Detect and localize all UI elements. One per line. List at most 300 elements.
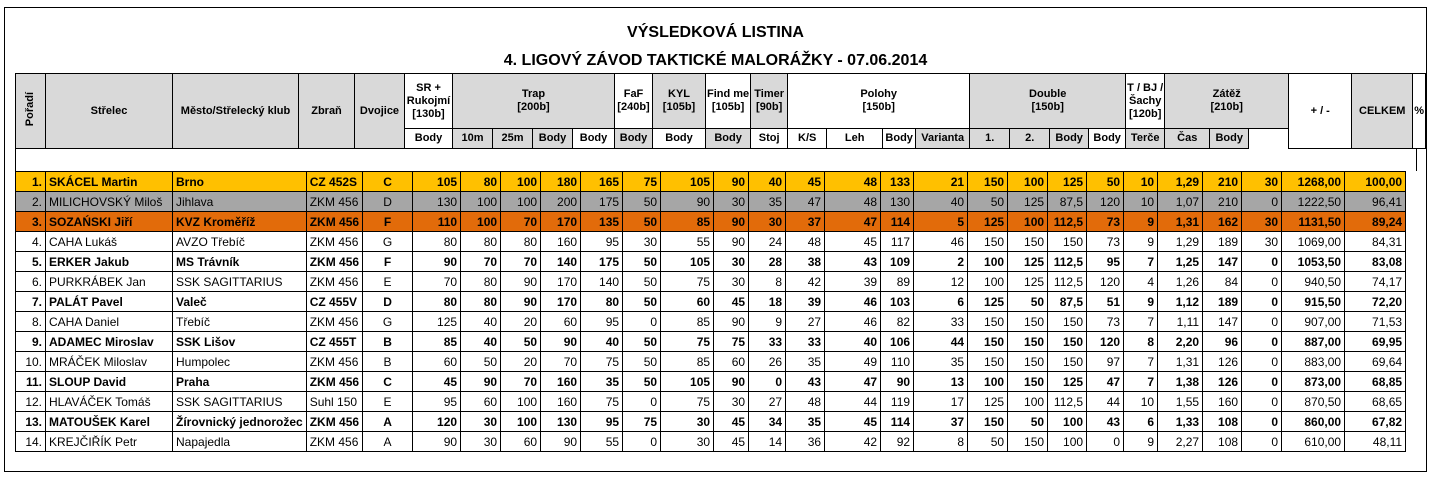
col-double: Double [150b] [970, 74, 1126, 129]
cell-club: SSK Lišov [173, 332, 307, 352]
table-row [16, 272, 1406, 292]
cell-pct: 83,08 [1345, 252, 1406, 272]
cell-findme-body: 75 [661, 392, 714, 412]
table-row [16, 432, 1406, 452]
table-row [16, 332, 1406, 352]
cell-zatez-cas: 1,33 [1158, 412, 1203, 432]
cell-double-2: 125 [1008, 252, 1048, 272]
cell-celkem: 883,00 [1282, 352, 1345, 372]
cell-findme-body: 90 [661, 192, 714, 212]
cell-double-2: 125 [1008, 272, 1048, 292]
cell-polohy-ks: 47 [786, 192, 825, 212]
cell-polohy-ks: 38 [786, 252, 825, 272]
cell-pair: D [363, 192, 413, 212]
cell-double-varianta: 6 [914, 292, 968, 312]
cell-polohy-ks: 37 [786, 212, 825, 232]
cell-sr-body: 80 [413, 292, 461, 312]
cell-polohy-leh: 45 [825, 412, 881, 432]
cell-tbj-body: 73 [1087, 212, 1124, 232]
cell-zatez-body: 96 [1203, 332, 1242, 352]
table-row [16, 232, 1406, 252]
cell-double-varianta: 44 [914, 332, 968, 352]
cell-plusminus: 0 [1242, 292, 1282, 312]
cell-polohy-stoj: 35 [749, 192, 786, 212]
cell-club: Jihlava [173, 192, 307, 212]
cell-celkem: 1268,00 [1282, 172, 1345, 192]
cell-pair: B [363, 352, 413, 372]
cell-findme-body: 85 [661, 352, 714, 372]
cell-plusminus: 30 [1242, 172, 1282, 192]
cell-polohy-ks: 33 [786, 332, 825, 352]
cell-polohy-stoj: 40 [749, 172, 786, 192]
cell-kyl-body: 50 [623, 352, 661, 372]
cell-rank: 8. [16, 312, 46, 332]
cell-zatez-terce: 7 [1124, 252, 1158, 272]
cell-double-body: 100 [1048, 412, 1087, 432]
cell-kyl-body: 0 [623, 312, 661, 332]
cell-polohy-body: 114 [881, 412, 914, 432]
cell-double-2: 150 [1008, 372, 1048, 392]
cell-sr-body: 85 [413, 332, 461, 352]
cell-pct: 100,00 [1345, 172, 1406, 192]
cell-sr-body: 125 [413, 312, 461, 332]
cell-polohy-body: 119 [881, 392, 914, 412]
cell-zatez-body: 108 [1203, 412, 1242, 432]
cell-shooter: PALÁT Pavel [46, 292, 173, 312]
cell-double-body: 112,5 [1048, 392, 1087, 412]
cell-pair: C [363, 372, 413, 392]
cell-trap-25m: 20 [501, 312, 541, 332]
cell-weapon: ZKM 456 [306, 372, 362, 392]
table-row [16, 352, 1406, 372]
cell-polohy-stoj: 28 [749, 252, 786, 272]
cell-zatez-terce: 10 [1124, 192, 1158, 212]
cell-zatez-terce: 10 [1124, 172, 1158, 192]
cell-weapon: ZKM 456 [306, 432, 362, 452]
cell-faf-body: 95 [581, 232, 623, 252]
cell-trap-25m: 90 [501, 272, 541, 292]
cell-celkem: 1131,50 [1282, 212, 1345, 232]
cell-double-2: 100 [1008, 172, 1048, 192]
cell-double-1: 125 [968, 212, 1008, 232]
cell-rank: 9. [16, 332, 46, 352]
cell-polohy-ks: 42 [786, 272, 825, 292]
cell-zatez-terce: 7 [1124, 352, 1158, 372]
cell-polohy-stoj: 0 [749, 372, 786, 392]
cell-zatez-cas: 1,31 [1158, 352, 1203, 372]
cell-sr-body: 130 [413, 192, 461, 212]
cell-shooter: MRÁČEK Miloslav [46, 352, 173, 372]
results-header [15, 73, 1426, 149]
cell-timer-body: 60 [714, 352, 749, 372]
sub-body: Body [573, 129, 615, 149]
cell-trap-body: 130 [541, 412, 581, 432]
col-plusminus: + / - [1289, 74, 1352, 149]
cell-double-1: 150 [968, 172, 1008, 192]
cell-faf-body: 135 [581, 212, 623, 232]
cell-zatez-body: 126 [1203, 352, 1242, 372]
cell-pair: A [363, 432, 413, 452]
cell-polohy-leh: 40 [825, 332, 881, 352]
cell-timer-body: 30 [714, 392, 749, 412]
cell-club: Žírovnický jednorožec [173, 412, 307, 432]
cell-double-2: 150 [1008, 432, 1048, 452]
cell-club: KVZ Kroměříž [173, 212, 307, 232]
cell-plusminus: 0 [1242, 412, 1282, 432]
cell-trap-10m: 70 [461, 252, 501, 272]
cell-tbj-body: 73 [1087, 312, 1124, 332]
cell-trap-body: 170 [541, 272, 581, 292]
cell-celkem: 870,50 [1282, 392, 1345, 412]
cell-faf-body: 95 [581, 412, 623, 432]
cell-polohy-ks: 48 [786, 392, 825, 412]
cell-timer-body: 45 [714, 432, 749, 452]
cell-plusminus: 30 [1242, 212, 1282, 232]
cell-shooter: MATOUŠEK Karel [46, 412, 173, 432]
cell-weapon: ZKM 456 [306, 232, 362, 252]
cell-polohy-body: 109 [881, 252, 914, 272]
cell-faf-body: 35 [581, 372, 623, 392]
col-dvojice: Dvojice [355, 74, 405, 149]
cell-rank: 4. [16, 232, 46, 252]
cell-trap-10m: 40 [461, 332, 501, 352]
cell-double-2: 50 [1008, 412, 1048, 432]
cell-trap-25m: 50 [501, 332, 541, 352]
cell-plusminus: 0 [1242, 272, 1282, 292]
cell-rank: 1. [16, 172, 46, 192]
cell-kyl-body: 0 [623, 432, 661, 452]
cell-tbj-body: 44 [1087, 392, 1124, 412]
cell-polohy-leh: 46 [825, 312, 881, 332]
cell-timer-body: 75 [714, 332, 749, 352]
cell-rank: 2. [16, 192, 46, 212]
cell-trap-10m: 50 [461, 352, 501, 372]
cell-double-2: 150 [1008, 232, 1048, 252]
cell-club: Valeč [173, 292, 307, 312]
cell-kyl-body: 50 [623, 272, 661, 292]
cell-faf-body: 75 [581, 392, 623, 412]
cell-double-1: 100 [968, 252, 1008, 272]
cell-zatez-terce: 9 [1124, 212, 1158, 232]
col-trap: Trap [200b] [453, 74, 615, 129]
cell-rank: 10. [16, 352, 46, 372]
cell-zatez-body: 147 [1203, 312, 1242, 332]
cell-kyl-body: 50 [623, 212, 661, 232]
sub-varianta: Varianta [916, 129, 970, 149]
cell-sr-body: 90 [413, 252, 461, 272]
cell-rank: 5. [16, 252, 46, 272]
cell-club: SSK SAGITTARIUS [173, 392, 307, 412]
cell-weapon: CZ 455T [306, 332, 362, 352]
cell-trap-10m: 30 [461, 432, 501, 452]
cell-celkem: 1069,00 [1282, 232, 1345, 252]
table-row [16, 192, 1406, 212]
cell-club: Napajedla [173, 432, 307, 452]
cell-timer-body: 45 [714, 292, 749, 312]
cell-shooter: KREJČIŘÍK Petr [46, 432, 173, 452]
cell-rank: 14. [16, 432, 46, 452]
cell-polohy-stoj: 33 [749, 332, 786, 352]
cell-pair: E [363, 272, 413, 292]
cell-pct: 67,82 [1345, 412, 1406, 432]
col-pct: % [1413, 74, 1426, 149]
table-row [16, 292, 1406, 312]
cell-pair: G [363, 232, 413, 252]
cell-trap-body: 140 [541, 252, 581, 272]
cell-double-body: 87,5 [1048, 192, 1087, 212]
cell-zatez-body: 108 [1203, 432, 1242, 452]
cell-trap-25m: 80 [501, 232, 541, 252]
sub-leh: Leh [827, 129, 883, 149]
cell-sr-body: 60 [413, 352, 461, 372]
cell-double-varianta: 35 [914, 352, 968, 372]
cell-pct: 69,95 [1345, 332, 1406, 352]
cell-pct: 68,65 [1345, 392, 1406, 412]
cell-weapon: CZ 452S [306, 172, 362, 192]
cell-trap-10m: 80 [461, 292, 501, 312]
cell-pct: 69,64 [1345, 352, 1406, 372]
cell-polohy-ks: 43 [786, 372, 825, 392]
cell-zatez-body: 189 [1203, 232, 1242, 252]
cell-pct: 74,17 [1345, 272, 1406, 292]
cell-plusminus: 0 [1242, 392, 1282, 412]
cell-double-body: 100 [1048, 432, 1087, 452]
cell-shooter: HLAVÁČEK Tomáš [46, 392, 173, 412]
sub-body: Body [1050, 129, 1089, 149]
col-poradi: Pořadí [24, 91, 36, 127]
cell-plusminus: 0 [1242, 192, 1282, 212]
col-strelec: Střelec [46, 74, 173, 149]
cell-pct: 72,20 [1345, 292, 1406, 312]
cell-trap-body: 160 [541, 232, 581, 252]
col-polohy: Polohy [150b] [788, 74, 970, 129]
cell-trap-body: 160 [541, 372, 581, 392]
col-sr: SR + Rukojmí [130b] [405, 74, 453, 129]
cell-double-body: 125 [1048, 172, 1087, 192]
cell-zatez-cas: 1,07 [1158, 192, 1203, 212]
cell-trap-10m: 100 [461, 212, 501, 232]
cell-zatez-terce: 10 [1124, 392, 1158, 412]
cell-celkem: 1222,50 [1282, 192, 1345, 212]
col-mesto: Město/Střelecký klub [173, 74, 299, 149]
cell-zatez-cas: 1,11 [1158, 312, 1203, 332]
cell-zatez-terce: 9 [1124, 432, 1158, 452]
cell-findme-body: 75 [661, 332, 714, 352]
cell-zatez-cas: 2,27 [1158, 432, 1203, 452]
cell-zatez-cas: 1,25 [1158, 252, 1203, 272]
cell-rank: 12. [16, 392, 46, 412]
cell-polohy-leh: 43 [825, 252, 881, 272]
cell-double-body: 150 [1048, 332, 1087, 352]
cell-double-body: 150 [1048, 232, 1087, 252]
cell-pair: A [363, 412, 413, 432]
cell-pct: 68,85 [1345, 372, 1406, 392]
cell-weapon: ZKM 456 [306, 272, 362, 292]
cell-findme-body: 30 [661, 412, 714, 432]
cell-pair: D [363, 292, 413, 312]
cell-polohy-stoj: 14 [749, 432, 786, 452]
cell-shooter: ADAMEC Miroslav [46, 332, 173, 352]
cell-polohy-body: 114 [881, 212, 914, 232]
cell-zatez-terce: 6 [1124, 412, 1158, 432]
cell-polohy-ks: 39 [786, 292, 825, 312]
cell-double-1: 100 [968, 272, 1008, 292]
cell-faf-body: 175 [581, 252, 623, 272]
cell-shooter: CAHA Lukáš [46, 232, 173, 252]
cell-pair: E [363, 392, 413, 412]
cell-tbj-body: 51 [1087, 292, 1124, 312]
cell-faf-body: 175 [581, 192, 623, 212]
cell-zatez-cas: 1,29 [1158, 172, 1203, 192]
cell-findme-body: 105 [661, 372, 714, 392]
results-table [15, 171, 1406, 452]
cell-trap-25m: 20 [501, 352, 541, 372]
cell-timer-body: 90 [714, 212, 749, 232]
cell-double-1: 50 [968, 192, 1008, 212]
cell-trap-25m: 100 [501, 192, 541, 212]
cell-zatez-body: 162 [1203, 212, 1242, 232]
cell-polohy-body: 103 [881, 292, 914, 312]
cell-double-2: 150 [1008, 312, 1048, 332]
cell-faf-body: 40 [581, 332, 623, 352]
cell-tbj-body: 43 [1087, 412, 1124, 432]
cell-polohy-stoj: 24 [749, 232, 786, 252]
cell-pair: F [363, 212, 413, 232]
cell-pct: 89,24 [1345, 212, 1406, 232]
cell-double-body: 112,5 [1048, 272, 1087, 292]
table-row [16, 392, 1406, 412]
sub-body: Body [1210, 129, 1249, 149]
cell-polohy-body: 82 [881, 312, 914, 332]
cell-findme-body: 55 [661, 232, 714, 252]
cell-club: MS Trávník [173, 252, 307, 272]
cell-double-varianta: 33 [914, 312, 968, 332]
table-row [16, 172, 1406, 192]
cell-trap-25m: 70 [501, 212, 541, 232]
cell-findme-body: 60 [661, 292, 714, 312]
col-faf: FaF [240b] [615, 74, 653, 129]
cell-double-2: 125 [1008, 192, 1048, 212]
cell-double-2: 100 [1008, 392, 1048, 412]
cell-kyl-body: 50 [623, 292, 661, 312]
cell-plusminus: 30 [1242, 232, 1282, 252]
cell-zatez-cas: 1,29 [1158, 232, 1203, 252]
cell-zatez-body: 147 [1203, 252, 1242, 272]
cell-trap-10m: 100 [461, 192, 501, 212]
cell-double-1: 150 [968, 352, 1008, 372]
cell-pct: 84,31 [1345, 232, 1406, 252]
cell-kyl-body: 0 [623, 392, 661, 412]
cell-double-1: 100 [968, 372, 1008, 392]
table-row [16, 252, 1406, 272]
col-zbran: Zbraň [299, 74, 355, 149]
cell-polohy-ks: 36 [786, 432, 825, 452]
cell-polohy-ks: 35 [786, 352, 825, 372]
cell-faf-body: 75 [581, 352, 623, 372]
cell-double-1: 150 [968, 332, 1008, 352]
cell-trap-body: 160 [541, 392, 581, 412]
cell-zatez-cas: 1,55 [1158, 392, 1203, 412]
cell-faf-body: 95 [581, 312, 623, 332]
cell-celkem: 940,50 [1282, 272, 1345, 292]
cell-kyl-body: 50 [623, 372, 661, 392]
sub-cas: Čas [1165, 129, 1210, 149]
cell-polohy-stoj: 26 [749, 352, 786, 372]
cell-double-2: 150 [1008, 332, 1048, 352]
cell-polohy-ks: 27 [786, 312, 825, 332]
col-findme: Find me [105b] [706, 74, 751, 129]
cell-tbj-body: 50 [1087, 172, 1124, 192]
col-timer: Timer [90b] [751, 74, 788, 129]
cell-sr-body: 110 [413, 212, 461, 232]
sub-25m: 25m [493, 129, 533, 149]
cell-rank: 3. [16, 212, 46, 232]
sub-body: Body [533, 129, 573, 149]
cell-double-1: 50 [968, 432, 1008, 452]
cell-polohy-leh: 42 [825, 432, 881, 452]
sheet-title: VÝSLEDKOVÁ LISTINA [627, 24, 804, 41]
sheet-subtitle: 4. LIGOVÝ ZÁVOD TAKTICKÉ MALORÁŽKY - 07.06.2014 [503, 52, 928, 69]
cell-plusminus: 0 [1242, 332, 1282, 352]
cell-trap-25m: 90 [501, 292, 541, 312]
cell-zatez-terce: 7 [1124, 312, 1158, 332]
cell-double-varianta: 17 [914, 392, 968, 412]
cell-tbj-body: 120 [1087, 192, 1124, 212]
cell-double-varianta: 5 [914, 212, 968, 232]
cell-double-2: 50 [1008, 292, 1048, 312]
cell-weapon: ZKM 456 [306, 312, 362, 332]
cell-weapon: ZKM 456 [306, 352, 362, 372]
cell-findme-body: 30 [661, 432, 714, 452]
cell-sr-body: 90 [413, 432, 461, 452]
table-row [16, 312, 1406, 332]
cell-polohy-stoj: 9 [749, 312, 786, 332]
cell-polohy-leh: 48 [825, 192, 881, 212]
cell-timer-body: 90 [714, 232, 749, 252]
cell-polohy-stoj: 18 [749, 292, 786, 312]
cell-findme-body: 75 [661, 272, 714, 292]
cell-club: Brno [173, 172, 307, 192]
cell-double-body: 125 [1048, 372, 1087, 392]
col-zatez: Zátěž [210b] [1165, 74, 1289, 129]
cell-double-body: 112,5 [1048, 212, 1087, 232]
cell-trap-body: 70 [541, 352, 581, 372]
header-spacer [15, 149, 1417, 171]
cell-trap-body: 180 [541, 172, 581, 192]
cell-double-varianta: 12 [914, 272, 968, 292]
cell-polohy-body: 89 [881, 272, 914, 292]
cell-polohy-stoj: 30 [749, 212, 786, 232]
cell-tbj-body: 120 [1087, 332, 1124, 352]
cell-zatez-terce: 4 [1124, 272, 1158, 292]
cell-polohy-body: 106 [881, 332, 914, 352]
cell-polohy-body: 110 [881, 352, 914, 372]
cell-celkem: 887,00 [1282, 332, 1345, 352]
cell-club: AVZO Třebíč [173, 232, 307, 252]
cell-zatez-body: 189 [1203, 292, 1242, 312]
cell-polohy-ks: 35 [786, 412, 825, 432]
cell-double-1: 125 [968, 392, 1008, 412]
table-row [16, 412, 1406, 432]
cell-plusminus: 0 [1242, 312, 1282, 332]
cell-pct: 48,11 [1345, 432, 1406, 452]
cell-tbj-body: 120 [1087, 272, 1124, 292]
cell-polohy-leh: 47 [825, 372, 881, 392]
cell-double-varianta: 8 [914, 432, 968, 452]
cell-polohy-leh: 44 [825, 392, 881, 412]
cell-trap-body: 170 [541, 292, 581, 312]
cell-trap-body: 200 [541, 192, 581, 212]
